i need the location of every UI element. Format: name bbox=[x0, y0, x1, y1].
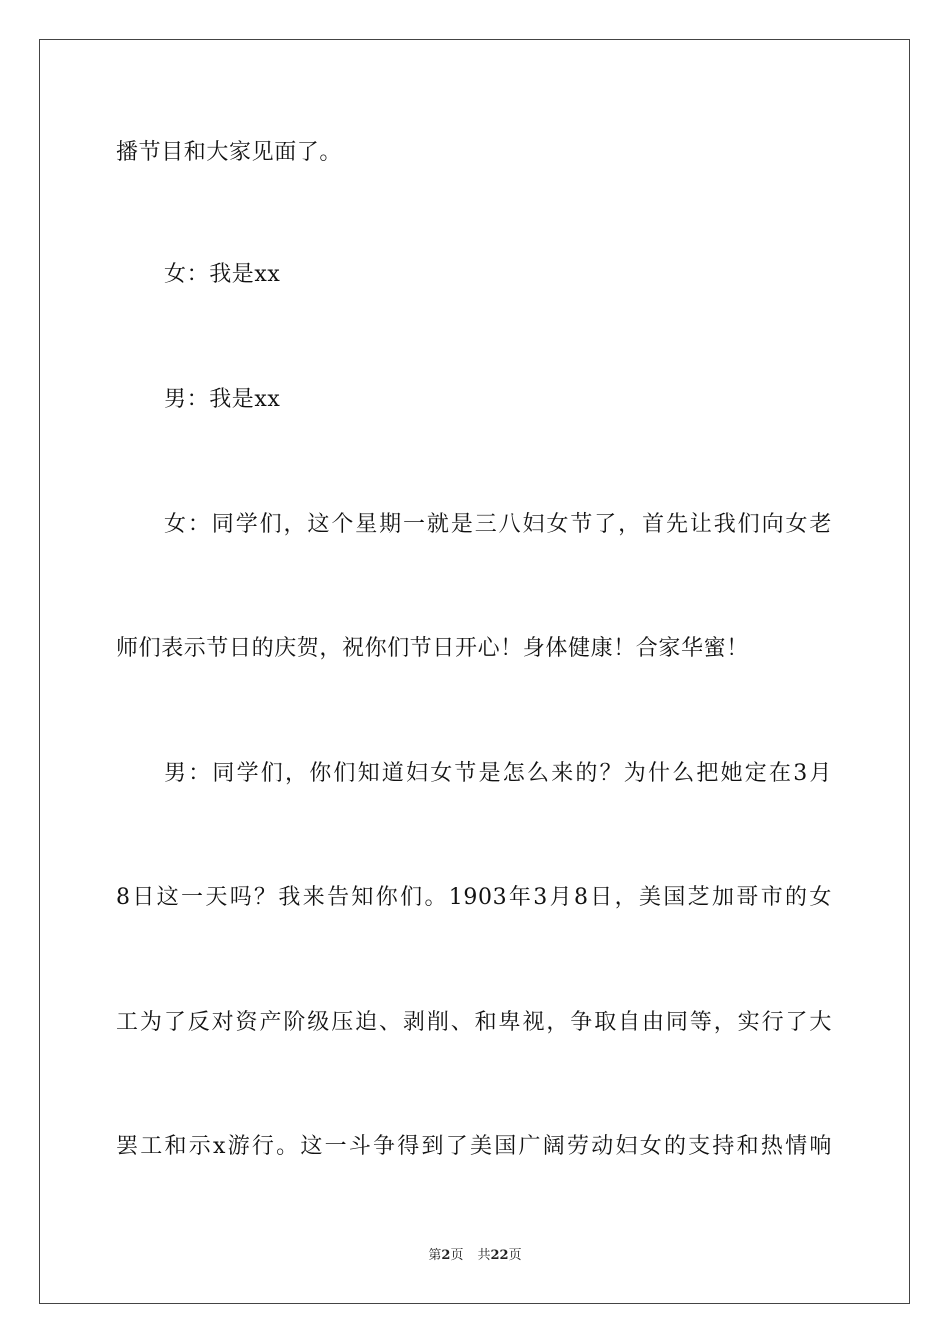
text-line: 女：同学们，这个星期一就是三八妇女节了，首先让我们向女老 bbox=[164, 512, 832, 537]
footer-total-prefix: 共 bbox=[477, 1248, 491, 1263]
text-line: 罢工和示x游行。这一斗争得到了美国广阔劳动妇女的支持和热情响 bbox=[116, 1134, 832, 1159]
footer-page-prefix: 第 bbox=[428, 1248, 442, 1263]
text-line: 播节目和大家见面了。 bbox=[116, 140, 343, 165]
footer-total-suffix: 页 bbox=[508, 1248, 522, 1263]
text-line: 8日这一天吗？我来告知你们。1903年3月8日，美国芝加哥市的女 bbox=[116, 885, 832, 910]
text-line: 工为了反对资产阶级压迫、剥削、和卑视，争取自由同等，实行了大 bbox=[116, 1010, 832, 1035]
text-line: 男：同学们，你们知道妇女节是怎么来的？为什么把她定在3月 bbox=[164, 761, 832, 786]
footer-page-number: 2 bbox=[441, 1248, 451, 1263]
footer-total-pages: 22 bbox=[490, 1248, 509, 1263]
text-line: 师们表示节日的庆贺，祝你们节日开心！身体健康！合家华蜜！ bbox=[116, 636, 749, 661]
footer-page-suffix: 页 bbox=[450, 1248, 464, 1263]
page-footer bbox=[0, 1247, 950, 1265]
text-line: 男：我是xx bbox=[164, 387, 281, 412]
text-line: 女：我是xx bbox=[164, 262, 281, 287]
page-border bbox=[39, 39, 910, 1304]
